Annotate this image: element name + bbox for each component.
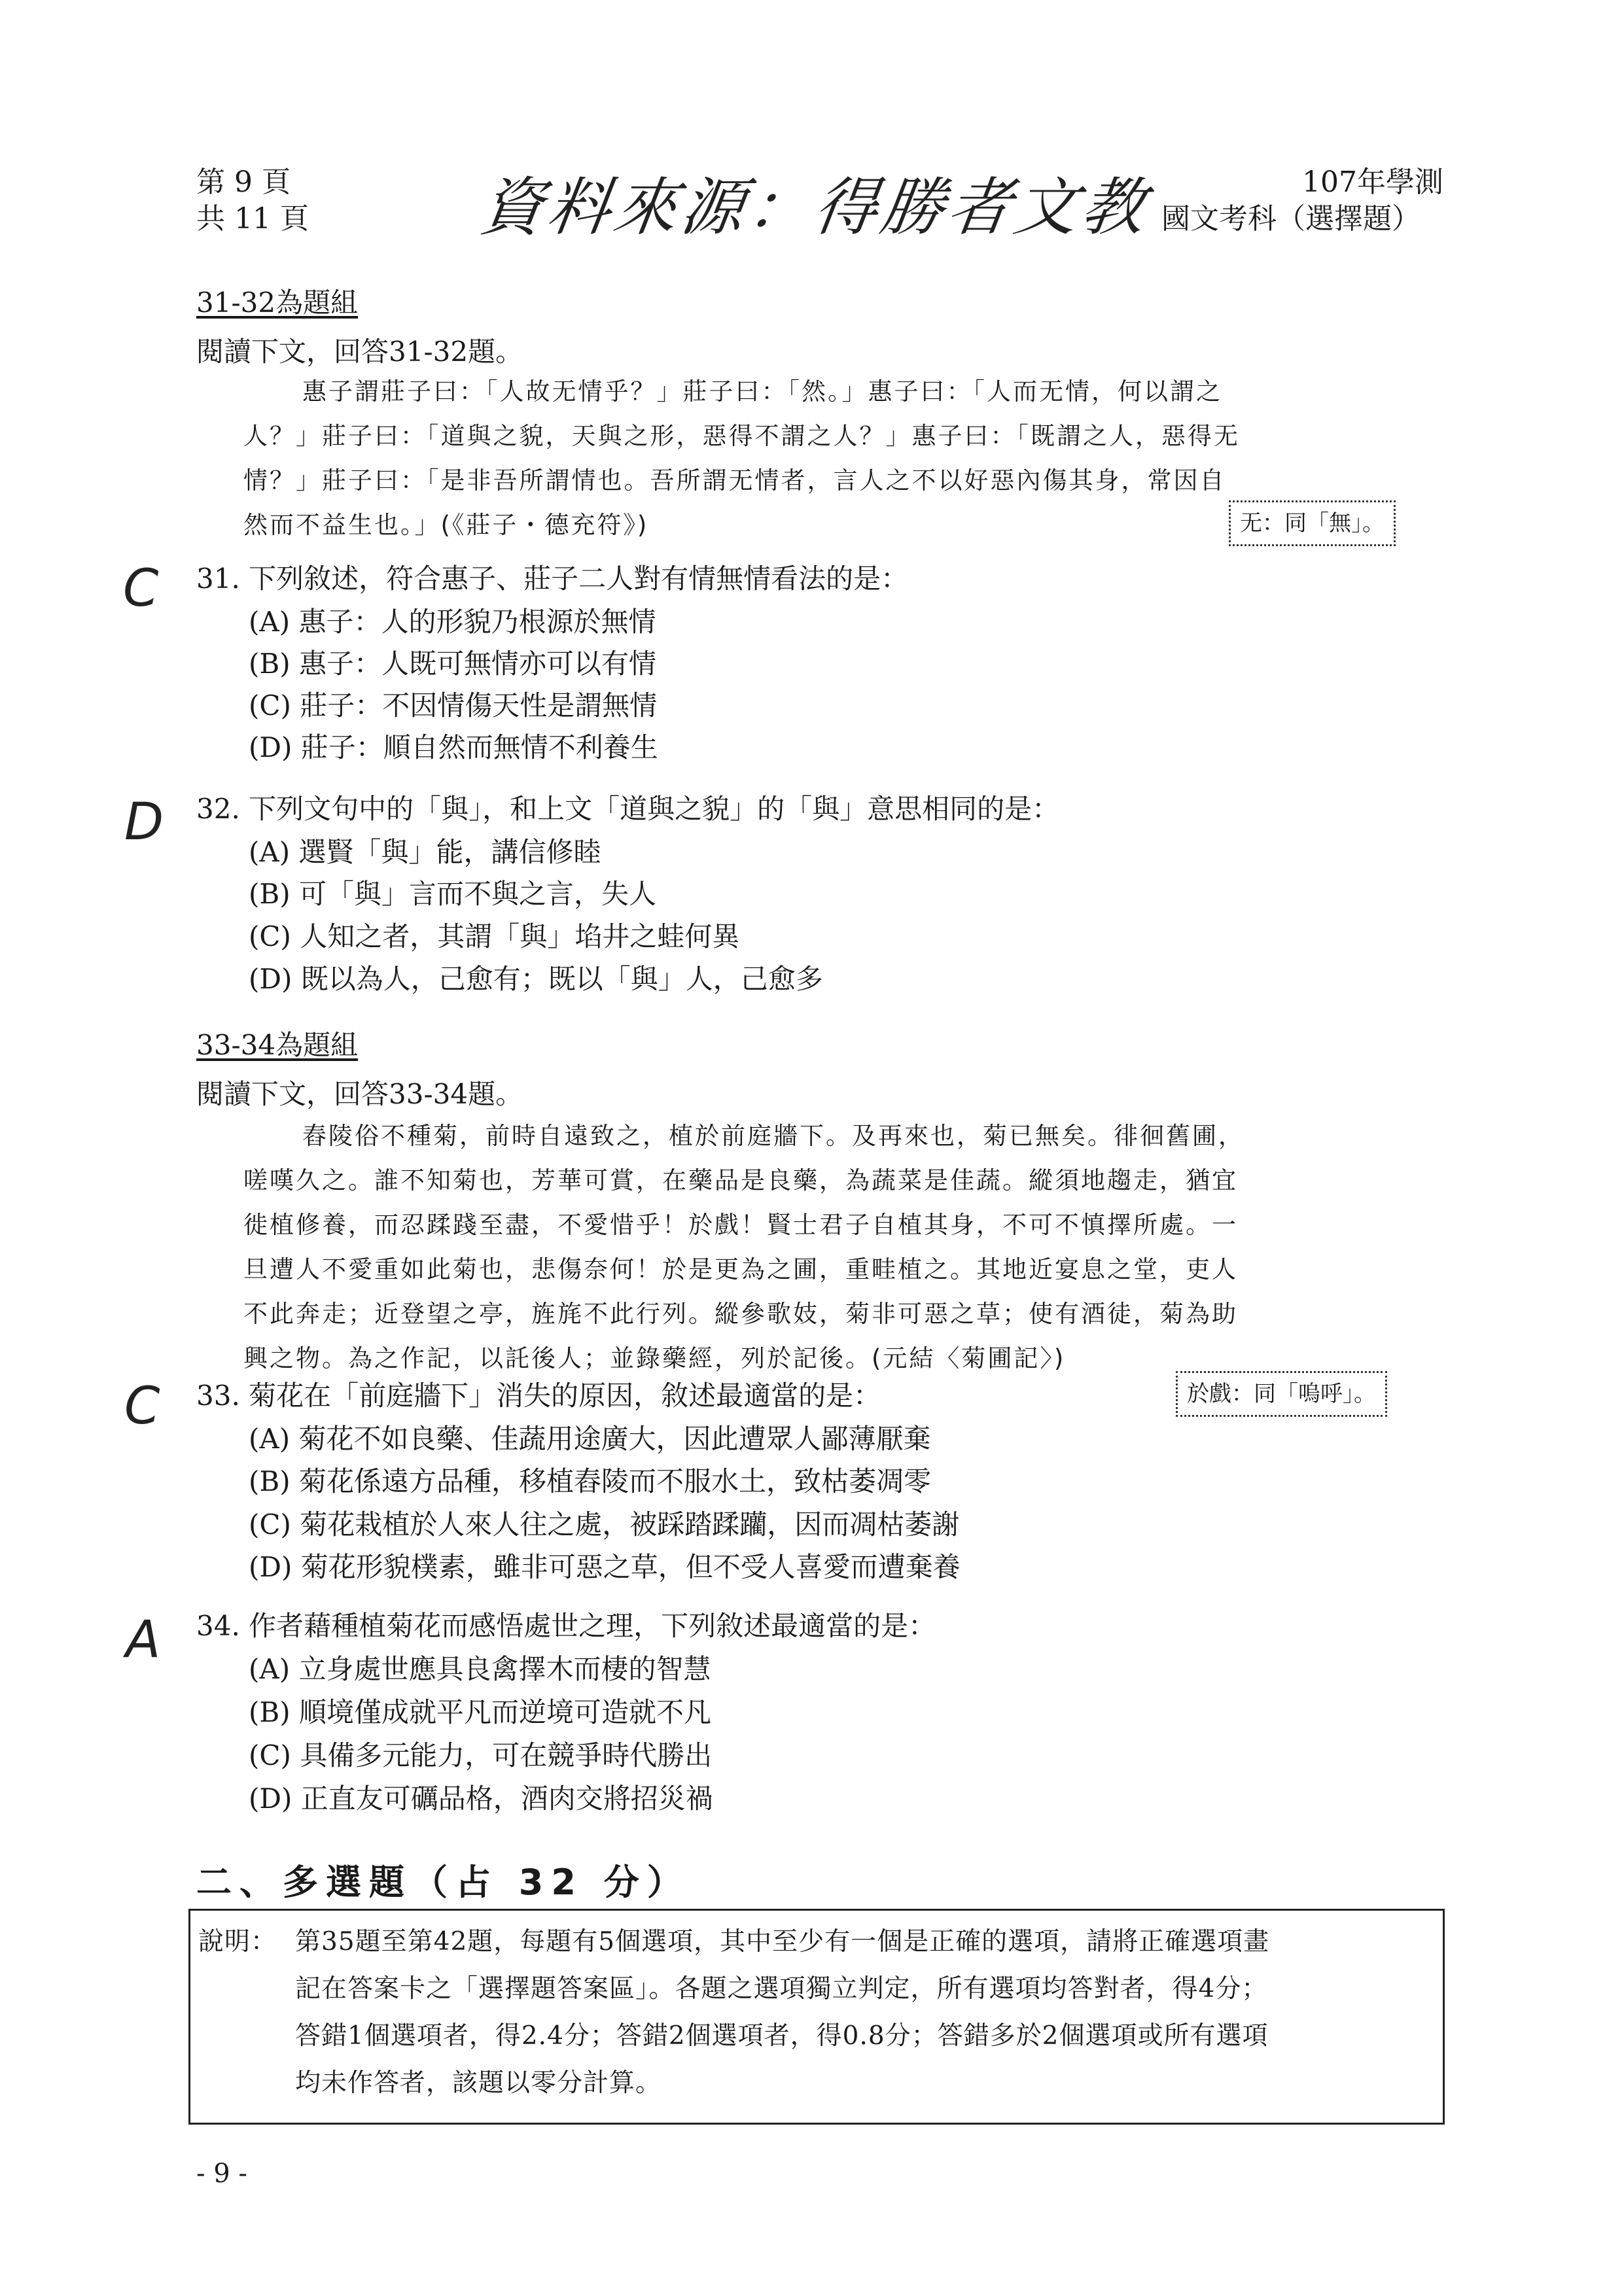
- answer-mark: C: [124, 1377, 160, 1436]
- page-footer: - 9 -: [196, 2159, 247, 2189]
- passage-line: 人？」莊子曰：「道與之貌，天與之形，惡得不謂之人？」惠子曰：「既謂之人，惡得无: [243, 422, 1240, 450]
- passage-line: 嗟嘆久之。誰不知菊也，芳華可賞，在藥品是良藥，為蔬菜是佳蔬。縱須地趨走，猶宜: [243, 1166, 1238, 1194]
- passage-line: 然而不益生也。」(《莊子・德充符》): [243, 511, 649, 539]
- option: (A) 立身處世應具良禽擇木而棲的智慧: [249, 1653, 711, 1685]
- passage-line: 徙植修養，而忍蹂踐至盡，不愛惜乎！於戲！賢士君子自植其身，不可不慎擇所處。一: [243, 1211, 1238, 1239]
- option: (D) 菊花形貌樸素，雖非可惡之草，但不受人喜愛而遭棄養: [249, 1551, 961, 1583]
- option: (D) 莊子：順自然而無情不利養生: [249, 731, 658, 763]
- instructions-text: [295, 1919, 1434, 2107]
- instructions-label: 說明：: [198, 1927, 277, 1957]
- passage: [243, 1114, 1434, 1381]
- group-title: 33-34為題組: [196, 1029, 359, 1061]
- answer-mark: D: [124, 793, 164, 852]
- exam-subject: 國文考科（選擇題）: [1161, 202, 1421, 235]
- group-intro: 閱讀下文，回答31-32題。: [196, 336, 523, 368]
- question-stem: 33. 菊花在「前庭牆下」消失的原因，敘述最適當的是：: [196, 1380, 881, 1412]
- option: (C) 莊子：不因情傷天性是謂無情: [249, 689, 658, 722]
- instructions-line: 第35題至第42題，每題有5個選項，其中至少有一個是正確的選項，請將正確選項畫: [295, 1927, 1270, 1957]
- group-intro: 閱讀下文，回答33-34題。: [196, 1078, 523, 1110]
- option: (C) 人知之者，其謂「與」埳井之蛙何異: [249, 920, 740, 952]
- annotation-box: 於戲：同「嗚呼」。: [1176, 1371, 1387, 1417]
- option: (B) 順境僅成就平凡而逆境可造就不凡: [249, 1696, 711, 1728]
- section-title: 二、多選題（占 32 分）: [196, 1862, 690, 1903]
- passage-line: 惠子謂莊子曰：「人故无情乎？」莊子曰：「然。」惠子曰：「人而无情，何以謂之: [302, 377, 1222, 406]
- option: (B) 菊花係遠方品種，移植舂陵而不服水土，致枯萎凋零: [249, 1465, 931, 1497]
- option: (A) 菊花不如良藥、佳蔬用途廣大，因此遭眾人鄙薄厭棄: [249, 1423, 931, 1455]
- page-total: 共 11 頁: [196, 202, 309, 235]
- answer-mark: C: [123, 559, 159, 618]
- instructions-box: [188, 1909, 1445, 2125]
- passage-line: 舂陵俗不種菊，前時自遠致之，植於前庭牆下。及再來也，菊已無矣。徘徊舊圃，: [302, 1122, 1244, 1150]
- annotation-box: 无：同「無」。: [1229, 500, 1396, 546]
- passage-line: 不此奔走；近登望之亭，旌旄不此行列。縱參歌妓，菊非可惡之草；使有酒徒，菊為助: [243, 1300, 1238, 1328]
- passage-line: 興之物。為之作記，以託後人；並錄藥經，列於記後。(元結〈菊圃記〉): [243, 1344, 1066, 1372]
- source-note-handwritten: 資料來源：得勝者文教: [476, 171, 1154, 244]
- instructions-line: 記在答案卡之「選擇題答案區」。各題之選項獨立判定，所有選項均答對者，得4分；: [295, 1974, 1268, 2004]
- question-stem: 34. 作者藉種植菊花而感悟處世之理，下列敘述最適當的是：: [196, 1610, 936, 1642]
- passage-line: 旦遭人不愛重如此菊也，悲傷奈何！於是更為之圃，重畦植之。其地近宴息之堂，吏人: [243, 1255, 1238, 1283]
- option: (D) 既以為人，己愈有；既以「與」人，己愈多: [249, 963, 823, 995]
- option: (D) 正直友可礪品格，酒肉交將招災禍: [249, 1783, 713, 1815]
- question-stem: 31. 下列敘述，符合惠子、莊子二人對有情無情看法的是：: [196, 563, 909, 595]
- instructions-line: 答錯1個選項者，得2.4分；答錯2個選項者，得0.8分；答錯多於2個選項或所有選項: [295, 2021, 1269, 2051]
- group-title: 31-32為題組: [196, 287, 359, 319]
- instructions-line: 均未作答者，該題以零分計算。: [295, 2068, 662, 2098]
- page-number: 第 9 頁: [196, 165, 291, 199]
- option: (A) 選賢「與」能，講信修睦: [249, 836, 601, 868]
- option: (C) 具備多元能力，可在競爭時代勝出: [249, 1739, 713, 1771]
- exam-year: 107年學測: [1302, 165, 1443, 199]
- question-stem: 32. 下列文句中的「與」，和上文「道與之貌」的「與」意思相同的是：: [196, 793, 1060, 825]
- passage-line: 情？」莊子曰：「是非吾所謂情也。吾所謂无情者，言人之不以好惡內傷其身，常因自: [243, 466, 1226, 495]
- answer-mark: A: [126, 1610, 161, 1669]
- option: (B) 惠子：人既可無情亦可以有情: [249, 648, 656, 680]
- option: (C) 菊花栽植於人來人往之處，被踩踏蹂躪，因而凋枯萎謝: [249, 1508, 960, 1540]
- option: (A) 惠子：人的形貌乃根源於無情: [249, 606, 656, 638]
- option: (B) 可「與」言而不與之言，失人: [249, 878, 656, 910]
